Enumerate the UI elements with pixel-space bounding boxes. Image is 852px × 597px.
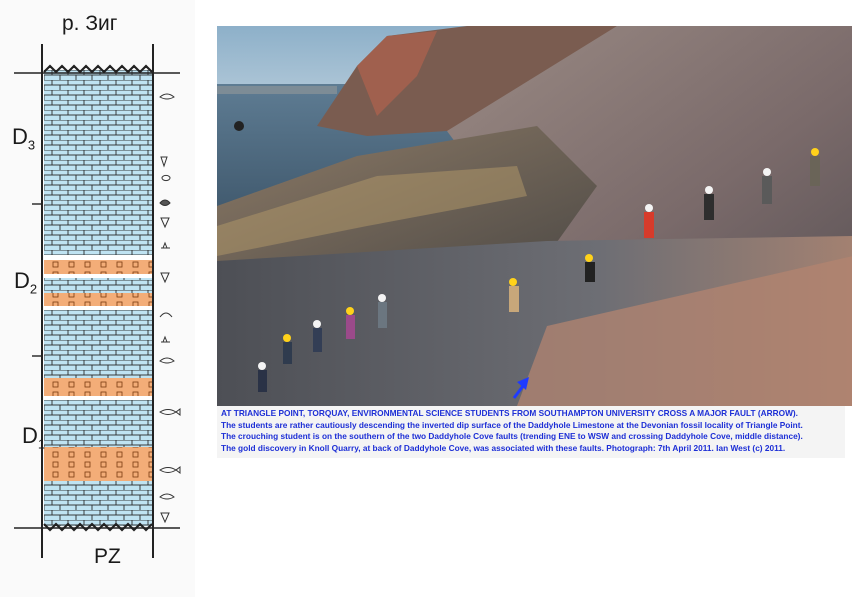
coral-icon <box>161 218 169 227</box>
student-figure <box>283 334 292 364</box>
student-figure <box>346 307 355 339</box>
student-figure <box>313 320 322 352</box>
sandstone-band <box>44 378 152 396</box>
column-bottom-label: PZ <box>94 545 121 568</box>
student-figure <box>810 148 820 186</box>
crinoid-icon <box>161 337 170 342</box>
student-figure <box>258 362 267 392</box>
stage-label-d2: $D_2$ <box>14 268 38 297</box>
stratigraphic-column <box>0 0 195 597</box>
column-top-label: р. Зиг <box>62 12 118 35</box>
caption-line: AT TRIANGLE POINT, TORQUAY, ENVIRONMENTAL SCIENCE STUDENTS FROM SOUTHAMPTON UNIVERSITY CROSS A MAJOR FAULT (ARROW). <box>221 408 798 418</box>
caption-line: The gold discovery in Knoll Quarry, at back of Daddyhole Cove, was associated with these faults. Photograph: 7th April 2011. Ian West (c) 2011. <box>221 442 786 453</box>
sandstone-band <box>44 293 152 306</box>
student-figure <box>644 204 654 238</box>
brachiopod-icon <box>160 358 174 363</box>
caption-line: The crouching student is on the southern of the two Daddyhole Cove faults (trending ENE to WSW and crossing Daddyhole Cove, middle distance). <box>221 431 803 441</box>
student-figure <box>762 168 772 204</box>
gastropod-icon <box>160 200 170 206</box>
photo-caption <box>217 406 845 458</box>
field-photograph <box>217 26 852 406</box>
student-figure <box>378 294 387 328</box>
sandstone-band <box>44 447 152 481</box>
brachiopod-icon <box>160 494 174 499</box>
coral-icon <box>161 513 169 522</box>
fish-icon <box>160 409 180 415</box>
brachiopod-icon <box>160 94 174 99</box>
student-figure <box>704 186 714 220</box>
caption-line: The students are rather cautiously descending the inverted dip surface of the Daddyhole Limestone at the Devonian fossil locality of Triangle Point. <box>221 419 803 430</box>
stromatoporoid-icon <box>160 313 172 317</box>
fish-icon <box>160 467 180 473</box>
stage-label-d1: $D_1$ <box>22 423 46 452</box>
stage-label-d3: $D_3$ <box>12 124 36 153</box>
stratigraphic-column-panel <box>0 0 195 597</box>
coral-icon <box>161 273 169 282</box>
ostracod-icon <box>162 175 170 180</box>
coastal-scene <box>217 26 852 406</box>
coral-icon <box>161 157 167 166</box>
sandstone-band <box>44 260 152 274</box>
crinoid-icon <box>161 243 170 248</box>
